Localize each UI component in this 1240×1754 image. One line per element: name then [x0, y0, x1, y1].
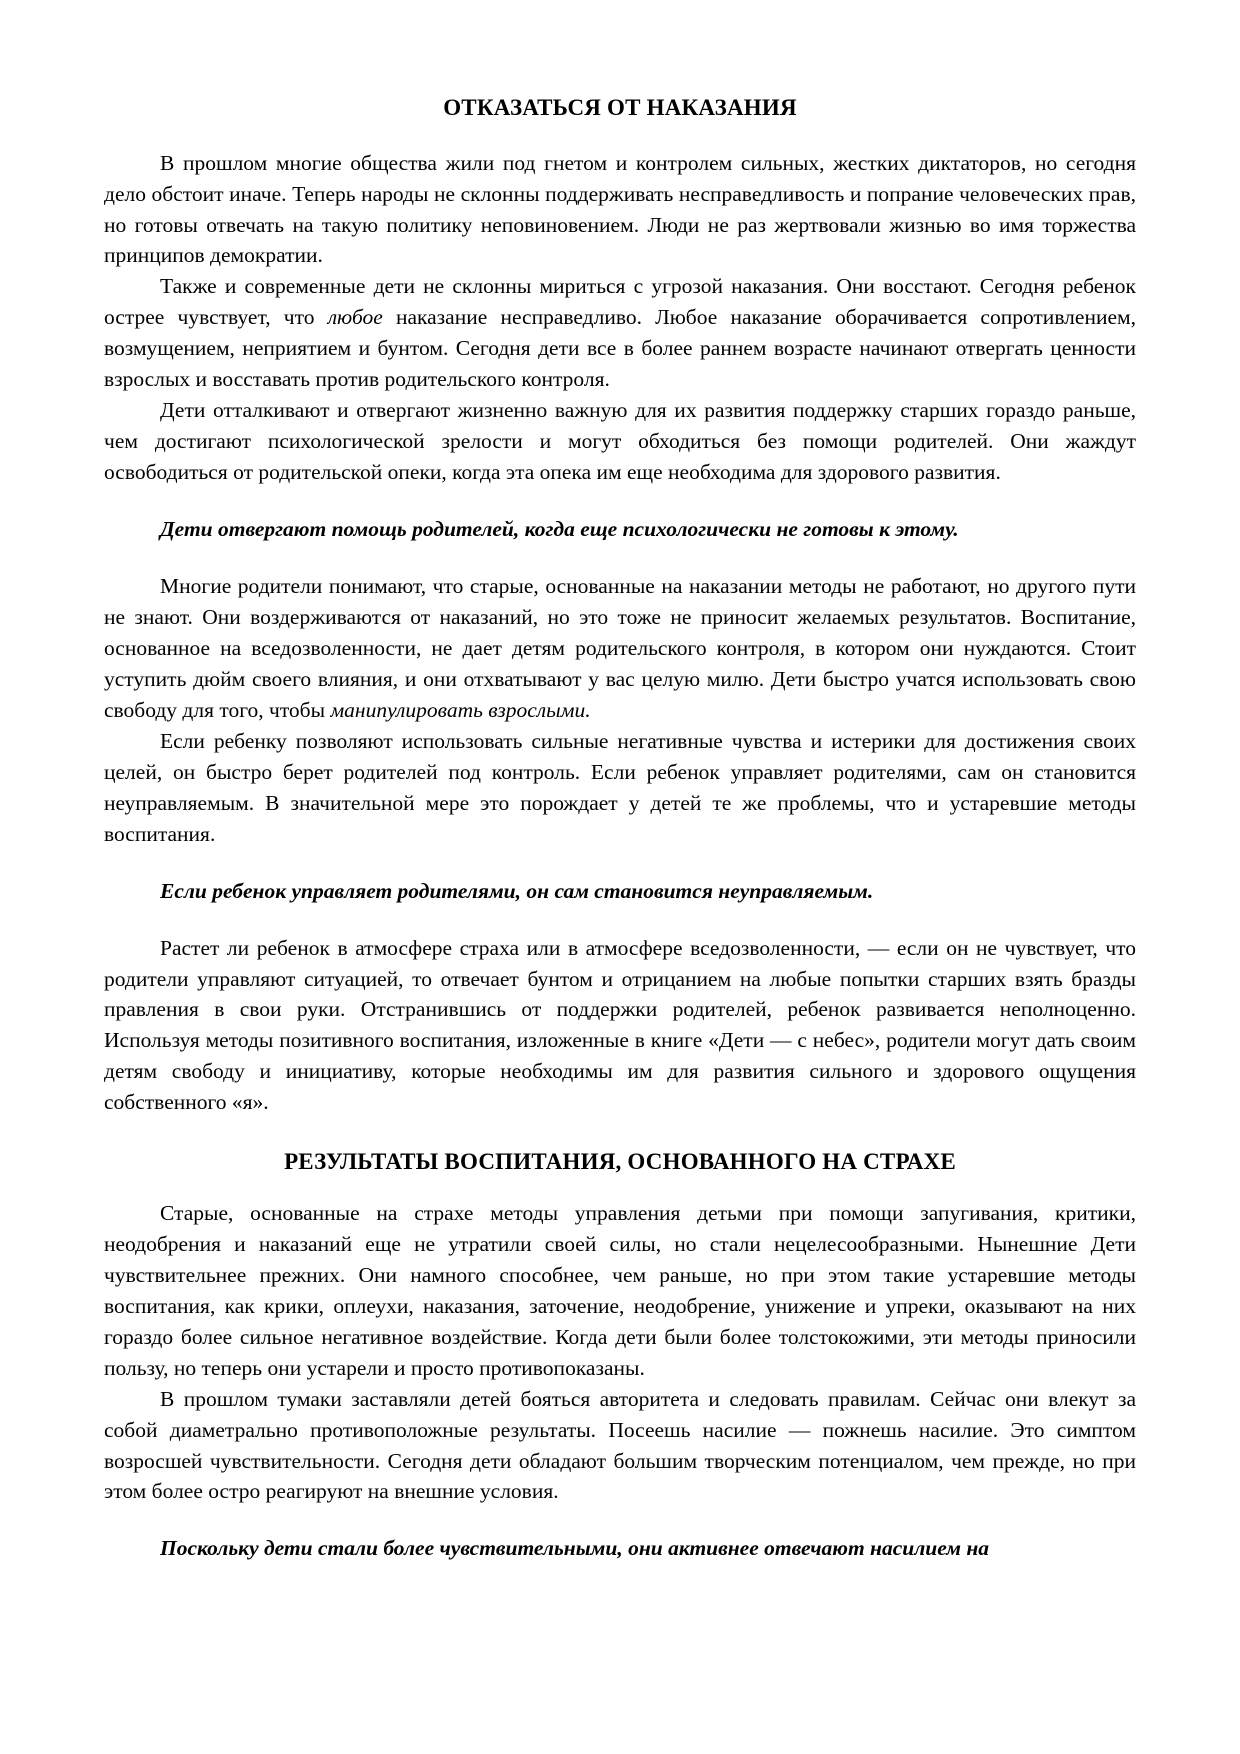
paragraph-4	[104, 571, 1136, 726]
page-title: ОТКАЗАТЬСЯ ОТ НАКАЗАНИЯ	[443, 95, 797, 120]
paragraph-3: Дети отталкивают и отвергают жизненно важную для их развития поддержку старших гораздо раньше, чем достигают психологической зрелости и могут обходиться без помощи родителей. Они жаждут освободиться от родительской опеки, когда эта опека им еще необходима для здорового развития.	[104, 398, 1136, 485]
paragraph-8: В прошлом тумаки заставляли детей бояться авторитета и следовать правилам. Сейчас они влекут за собой диаметрально противоположные результаты. Посеешь насилие — пожнешь насилие. Это симптом возросшей чувствительности. Сегодня дети обладают большим творческим потенциалом, чем прежде, но при этом более остро реагируют на внешние условия.	[104, 1386, 1136, 1504]
paragraph-2	[104, 271, 1136, 395]
callout-2: Если ребенок управляет родителями, он сам становится неуправляемым.	[160, 878, 874, 903]
callout-3: Поскольку дети стали более чувствительными, они активнее отвечают насилием на	[160, 1536, 990, 1561]
paragraph-7: Старые, основанные на страхе методы управления детьми при помощи запугивания, критики, неодобрения и наказаний еще не утратили своей силы, но стали нецелесообразными. Нынешние Дети чувствительнее прежних. Они намного способнее, чем раньше, но при этом такие устаревшие методы воспитания, как крики, оплеухи, наказания, заточение, неодобрение, унижение и упреки, оказывают на них гораздо более сильное негативное воздействие. Когда дети были более толстокожими, эти методы приносили пользу, но теперь они устарели и просто противопоказаны.	[104, 1200, 1136, 1380]
paragraph-5: Если ребенку позволяют использовать сильные негативные чувства и истерики для достижения своих целей, он быстро берет родителей под контроль. Если ребенок управляет родителями, сам он становится неуправляемым. В значительной мере это порождает у детей те же проблемы, что и устаревшие методы воспитания.	[104, 728, 1136, 846]
paragraph-4-part-a: Многие родители понимают, что старые, основанные на наказании методы не работают, но другого пути не знают. Они воздерживаются от наказаний, но это тоже не приносит желаемых результатов. Воспитание, основанное на вседозволенности, не дает детям родительского контроля, в котором они нуждаются. Стоит уступить дюйм своего влияния, и они отхватывают у вас целую милю. Дети быстро учатся использовать свою свободу для того, чтобы	[104, 574, 1136, 722]
section-heading-results: РЕЗУЛЬТАТЫ ВОСПИТАНИЯ, ОСНОВАННОГО НА СТРАХЕ	[284, 1149, 956, 1175]
paragraph-2-emphasis: любое	[327, 305, 383, 330]
paragraph-6: Растет ли ребенок в атмосфере страха или в атмосфере вседозволенности, — если он не чувствует, что родители управляют ситуацией, то отвечает бунтом и отрицанием на любые попытки старших взять бразды правления в свои руки. Отстранившись от поддержки родителей, ребенок развивается неполноценно. Используя методы позитивного воспитания, изложенные в книге «Дети — с небес», родители могут дать своим детям свободу и инициативу, которые необходимы им для развития сильного и здорового ощущения собственного «я».	[104, 935, 1136, 1115]
paragraph-2-part-b: наказание несправедливо. Любое наказание оборачивается сопротивлением, возмущением, неприятием и бунтом. Сегодня дети все в более раннем возрасте начинают отвергать ценности взрослых и восставать против родительского контроля.	[104, 305, 1136, 392]
paragraph-1: В прошлом многие общества жили под гнетом и контролем сильных, жестких диктаторов, но сегодня дело обстоит иначе. Теперь народы не склонны поддерживать несправедливость и попрание человеческих прав, но готовы отвечать на такую политику неповиновением. Люди не раз жертвовали жизнью во имя торжества принципов демократии.	[104, 150, 1136, 268]
paragraph-4-emphasis: манипулировать взрослыми.	[330, 697, 591, 722]
callout-1: Дети отвергают помощь родителей, когда еще психологически не готовы к этому.	[160, 517, 959, 542]
paragraph-2-part-a: Также и современные дети не склонны мириться с угрозой наказания. Они восстают. Сегодня ребенок острее чувствует, что	[104, 274, 1136, 330]
